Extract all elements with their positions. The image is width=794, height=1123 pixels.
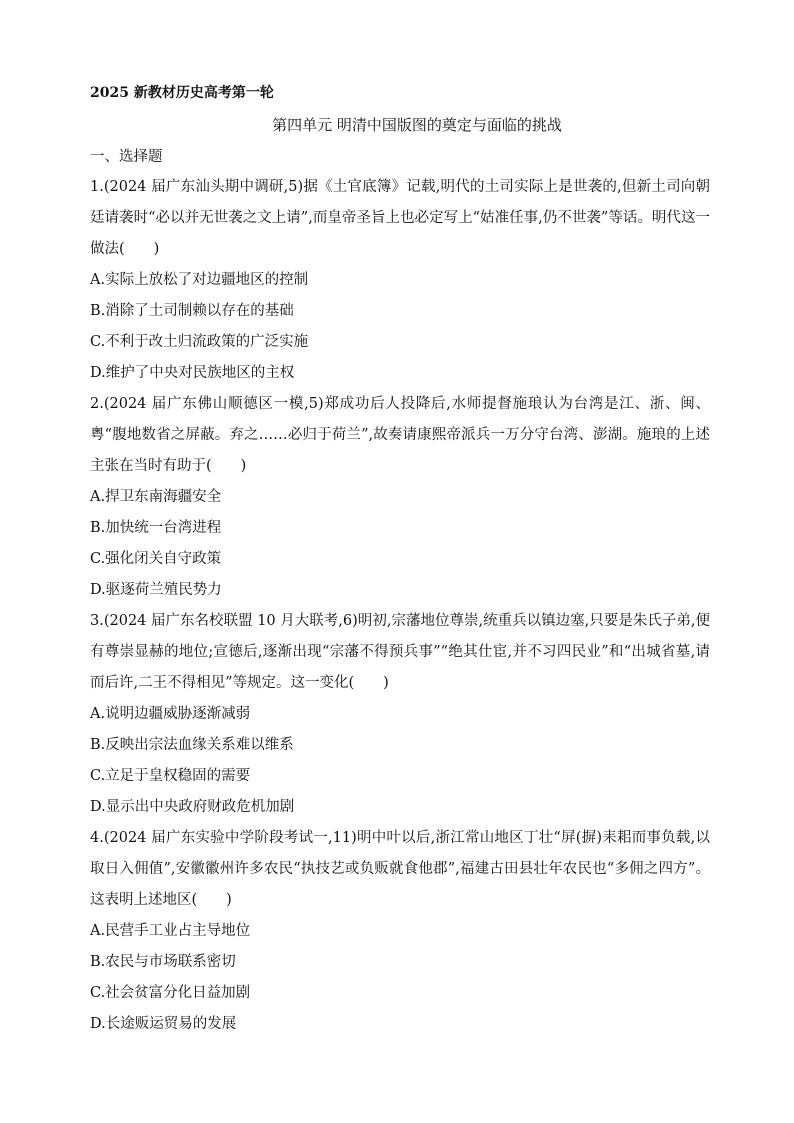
question-list <box>90 172 710 1040</box>
question-stem: 2.(2024 届广东佛山顺德区一模,5)郑成功后人投降后,水师提督施琅认为台湾是江、浙、闽、粤“腹地数省之屏蔽。弃之……必归于荷兰”,故奏请康熙帝派兵一万分守台湾、澎湖。施琅的上述主张在当时有助于( ) <box>90 396 710 474</box>
option-c: C.强化闭关自守政策 <box>90 551 222 567</box>
option-a: A.实际上放松了对边疆地区的控制 <box>90 272 309 288</box>
question-4 <box>90 823 710 1040</box>
question-stem: 4.(2024 届广东实验中学阶段考试一,11)明中叶以后,浙江常山地区丁壮“屏(摒)耒耜而事负载,以取日入佣值”,安徽徽州许多农民“执技艺或负贩就食他郡”,福建古田县壮年农民也“多佣之四方”。这表明上述地区( ) <box>90 830 710 908</box>
question-stem: 1.(2024 届广东汕头期中调研,5)据《土官底簿》记载,明代的土司实际上是世袭的,但新土司向朝廷请袭时“必以并无世袭之文上请”,而皇帝圣旨上也必定写上“姑准任事,仍不世袭”等话。明代这一做法( ) <box>90 179 710 257</box>
option-c: C.不利于改土归流政策的广泛实施 <box>90 334 309 350</box>
option-b: B.反映出宗法血缘关系难以维系 <box>90 737 294 753</box>
option-d: D.驱逐荷兰殖民势力 <box>90 582 222 598</box>
question-3 <box>90 606 710 823</box>
question-stem: 3.(2024 届广东名校联盟 10 月大联考,6)明初,宗藩地位尊崇,统重兵以镇边塞,只要是朱氏子弟,便有尊崇显赫的地位;宣德后,逐渐出现“宗藩不得预兵事”“绝其仕宦,并不习四民业”和“出城省墓,请而后许,二王不得相见”等规定。这一变化( ) <box>90 613 710 691</box>
option-a: A.捍卫东南海疆安全 <box>90 489 222 505</box>
option-b: B.农民与市场联系密切 <box>90 954 236 970</box>
option-c: C.立足于皇权稳固的需要 <box>90 768 251 784</box>
option-b: B.加快统一台湾进程 <box>90 520 222 536</box>
option-d: D.显示出中央政府财政危机加剧 <box>90 799 295 815</box>
document-header: 2025 新教材历史高考第一轮 <box>90 85 274 101</box>
question-2 <box>90 389 710 606</box>
section-title: 一、选择题 <box>90 149 163 165</box>
unit-title: 第四单元 明清中国版图的奠定与面临的挑战 <box>272 116 562 134</box>
option-d: D.维护了中央对民族地区的主权 <box>90 365 295 381</box>
option-a: A.民营手工业占主导地位 <box>90 923 251 939</box>
option-a: A.说明边疆威胁逐渐减弱 <box>90 706 251 722</box>
option-b: B.消除了土司制赖以存在的基础 <box>90 303 294 319</box>
option-d: D.长途贩运贸易的发展 <box>90 1016 237 1032</box>
question-1 <box>90 172 710 389</box>
option-c: C.社会贫富分化日益加剧 <box>90 985 251 1001</box>
